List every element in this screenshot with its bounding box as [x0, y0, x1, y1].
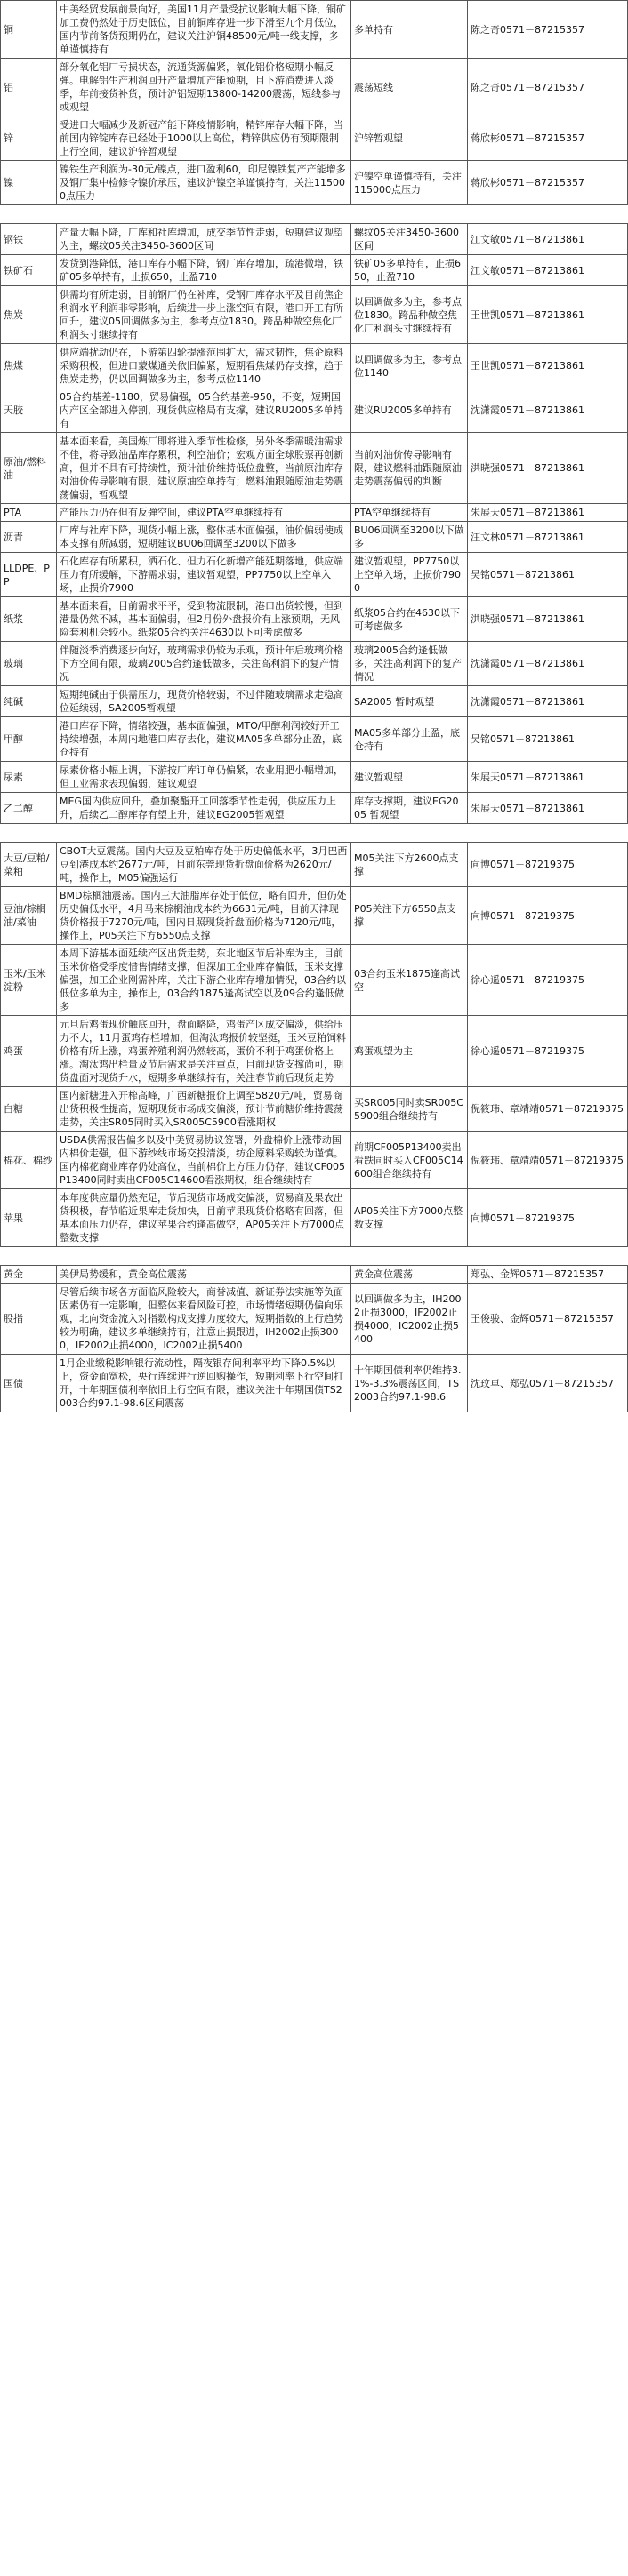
market-analysis: MEG国内供应回升，叠加聚酯开工回落季节性走弱，供应压力上升，后续乙二醇库存有望上升，建议EG2005暂观望	[57, 793, 351, 824]
energy-chemical-table	[0, 223, 628, 824]
commodity-name: 鸡蛋	[1, 1016, 57, 1087]
strategy-advice: 建议RU2005多单持有	[351, 388, 468, 433]
table-row	[1, 522, 628, 553]
strategy-advice: 03合约玉米1875逢高试空	[351, 945, 468, 1016]
table-row	[1, 1284, 628, 1355]
analyst-contact: 朱展天0571－87213861	[468, 504, 628, 522]
strategy-advice: 鸡蛋观望为主	[351, 1016, 468, 1087]
commodity-name: 苹果	[1, 1189, 57, 1247]
table-row	[1, 686, 628, 717]
strategy-advice: 当前对油价传导影响有限，建议燃料油跟随原油走势震荡偏弱的判断	[351, 433, 468, 504]
market-analysis: 国内新糖进入开榨高峰，广西新糖报价上调至5820元/吨，贸易商出货积极性提高，短期现货市场成交偏淡，预计节前糖价维持震荡走势，关注SR05同时买入SR005C5900看涨期权	[57, 1087, 351, 1132]
market-analysis: 港口库存下降，情绪较强，基本面偏强，MTO/甲醇利润较好开工持续增强，本周内地港口库存去化，建议MA05多单部分止盈，底仓持有	[57, 717, 351, 762]
commodity-name: 棉花、棉纱	[1, 1132, 57, 1189]
metals-table	[0, 0, 628, 205]
strategy-advice: 库存支撑期，建议EG2005 暂观望	[351, 793, 468, 824]
market-analysis: 短期纯碱由于供需压力，现货价格较弱，不过伴随玻璃需求走稳高位延续弱，SA2005暂观望	[57, 686, 351, 717]
commodity-name: 纯碱	[1, 686, 57, 717]
analyst-contact: 江文敏0571－87213861	[468, 224, 628, 255]
commodity-name: LLDPE、PP	[1, 553, 57, 597]
market-analysis: 镍铁生产利润为-30元/镍点，进口盈利60，印尼镍铁复产产能增多及钢厂集中检修令镍价承压，建议沪镍空单谨慎持有，关注115000点压力	[57, 161, 351, 205]
analyst-contact: 向博0571－87219375	[468, 1189, 628, 1247]
market-analysis: 发货到港降低，港口库存小幅下降，钢厂库存增加，疏港微增，铁矿05多单持有，止损650，止盈710	[57, 255, 351, 286]
table-row	[1, 843, 628, 887]
strategy-advice: M05关注下方2600点支撑	[351, 843, 468, 887]
strategy-advice: 以回调做多为主，参考点位1830。跨品种做空焦化厂利润头寸继续持有	[351, 286, 468, 344]
analyst-contact: 徐心遥0571－87219375	[468, 945, 628, 1016]
table-row	[1, 1016, 628, 1087]
section-gap	[0, 205, 628, 223]
market-analysis: 美伊局势缓和，黄金高位震荡	[57, 1266, 351, 1284]
analyst-contact: 沈潇霞0571－87213861	[468, 388, 628, 433]
financial-table	[0, 1265, 628, 1412]
strategy-advice: P05关注下方6550点支撑	[351, 887, 468, 945]
commodity-name: 沥青	[1, 522, 57, 553]
analyst-contact: 朱展天0571－87213861	[468, 762, 628, 793]
table-row	[1, 793, 628, 824]
analyst-contact: 向博0571－87219375	[468, 843, 628, 887]
strategy-advice: SA2005 暂时观望	[351, 686, 468, 717]
market-analysis: 石化库存有所累积，洒石化、但力石化新增产能延期落地，供应端压力有所缓解，下游需求弱，建议暂观望，PP7750以上空单入场，止损价7900	[57, 553, 351, 597]
strategy-advice: 以回调做多为主，IH2002止损3000，IF2002止损4000，IC2002止损5400	[351, 1284, 468, 1355]
market-analysis: 本周下游基本面延续产区出货走势，东北地区节后补库为主，目前玉米价格受季度惜售情绪支撑，但深加工企业库存偏低，玉米支撑偏强，加工企业刚需补库，关注下游企业库存增加情况，03合约以低位多单为主，操作上，03合约1875逢高试空以及09合约逢低做多	[57, 945, 351, 1016]
analyst-contact: 江文敏0571－87213861	[468, 255, 628, 286]
market-analysis: 部分氧化铝厂亏损状态，流通货源偏紧，氧化铝价格短期小幅反弹。电解铝生产利润回升产量增加产能预期，目下游消费进入淡季，年前接货补货，预计沪铝短期13800-14200震荡，短线参与或观望	[57, 59, 351, 116]
strategy-advice: 沪锌暂观望	[351, 116, 468, 161]
market-analysis: BMD棕榈油震荡。国内三大油脂库存处于低位，略有回升，但仍处历史偏低水平，4月马来棕榈油成本约为6631元/吨，目前天津现货价格报于7270元/吨，国内日照现货折盘面价格为7120元/吨，操作上，P05关注下方6550点支撑	[57, 887, 351, 945]
commodity-name: 玉米/玉米淀粉	[1, 945, 57, 1016]
strategy-advice: 十年期国债利率仍维持3.1%-3.3%震荡区间，TS2003合约97.1-98.6	[351, 1355, 468, 1412]
table-row	[1, 1, 628, 59]
commodity-name: 铝	[1, 59, 57, 116]
table-row	[1, 1266, 628, 1284]
agriculture-table	[0, 842, 628, 1247]
market-analysis: 供需均有所走弱，目前钢厂仍在补库，受钢厂库存水平及目前焦企利润水平利润非零影响，后续进一步上涨空间有限，港口开工有所回升，建议05回调做多为主，参考点位1830。跨品种做空焦化厂利润头寸继续持有	[57, 286, 351, 344]
analyst-contact: 汪文林0571－87213861	[468, 522, 628, 553]
analyst-contact: 王世凯0571－87213861	[468, 344, 628, 388]
market-analysis: 基本面来看，美国炼厂即将进入季节性检修，另外冬季需暖油需求不佳，将导致油品库存累积，利空油价；宏观方面全球股票再创新高，但并不具有可持续性，预计油价维持低位盘整，当前原油库存对油价传导影响有限，建议原油空单持有；燃料油跟随原油走势震荡偏弱，暂观望	[57, 433, 351, 504]
market-analysis: 厂库与社库下降，现货小幅上涨，整体基本面偏强，油价偏弱使成本支撑有所减弱，短期建议BU06回调至3200以下做多	[57, 522, 351, 553]
table-row	[1, 388, 628, 433]
table-row	[1, 597, 628, 642]
strategy-advice: 建议暂观望，PP7750以上空单入场，止损价7900	[351, 553, 468, 597]
strategy-advice: PTA空单继续持有	[351, 504, 468, 522]
market-analysis: USDA供需报告偏多以及中美贸易协议签署，外盘棉价上涨带动国内棉价走强，但下游纱线市场交投清淡，纺企原料采购较为谨慎。国内棉花商业库存仍处高位，当前棉价上方压力仍存，建议CF005P13400同时卖出CF005C14600看涨期权，组合继续持有	[57, 1132, 351, 1189]
table-row	[1, 116, 628, 161]
commodity-name: 铁矿石	[1, 255, 57, 286]
commodity-name: 豆油/棕榈油/菜油	[1, 887, 57, 945]
analyst-contact: 徐心遥0571－87219375	[468, 1016, 628, 1087]
strategy-advice: 多单持有	[351, 1, 468, 59]
commodity-name: PTA	[1, 504, 57, 522]
commodity-name: 国债	[1, 1355, 57, 1412]
analyst-contact: 朱展天0571－87213861	[468, 793, 628, 824]
table-row	[1, 1132, 628, 1189]
table-row	[1, 717, 628, 762]
commodity-name: 锌	[1, 116, 57, 161]
commodity-name: 铜	[1, 1, 57, 59]
analyst-contact: 陈之奇0571－87215357	[468, 59, 628, 116]
commodity-name: 甲醇	[1, 717, 57, 762]
table-row	[1, 286, 628, 344]
market-analysis: 供应端扰动仍在，下游第四轮提涨范围扩大，需求韧性，焦企原料采购积极，但进口蒙煤通关依旧偏紧，短期看焦煤仍存支撑，趋于焦炭走势，仍以回调做多为主，参考点位1140	[57, 344, 351, 388]
table-row	[1, 161, 628, 205]
table-row	[1, 255, 628, 286]
analyst-contact: 蒋欣彬0571－87215357	[468, 161, 628, 205]
market-analysis: 中美经贸发展前景向好，美国11月产量受抗议影响大幅下降，铜矿加工费仍然处于历史低位，目前铜库存进一步下滑至九个月低位，国内节前备货预期仍在，建议关注沪铜48500元/吨一线支撑，多单谨慎持有	[57, 1, 351, 59]
commodity-name: 镍	[1, 161, 57, 205]
strategy-advice: BU06回调至3200以下做多	[351, 522, 468, 553]
strategy-advice: MA05多单部分止盈，底仓持有	[351, 717, 468, 762]
market-analysis: 伴随淡季消费逐步向好，玻璃需求仍较为乐观，预计年后玻璃价格下方空间有限，玻璃2005合约逢低做多，关注高利润下的复产情况	[57, 642, 351, 686]
market-analysis: 05合约基差-1180，贸易偏强，05合约基差-950，不变，短期国内产区全部进入停割，现货供应格局有支撑，建议RU2005多单持有	[57, 388, 351, 433]
market-analysis: 产能压力仍在但有反弹空间，建议PTA空单继续持有	[57, 504, 351, 522]
commodity-name: 黄金	[1, 1266, 57, 1284]
analyst-contact: 沈潇霞0571－87213861	[468, 686, 628, 717]
strategy-advice: 买SR005同时卖SR005C5900组合继续持有	[351, 1087, 468, 1132]
analyst-contact: 吴铭0571－87213861	[468, 717, 628, 762]
strategy-advice: 铁矿05多单持有，止损650，止盈710	[351, 255, 468, 286]
commodity-name: 大豆/豆粕/菜粕	[1, 843, 57, 887]
strategy-advice: 建议暂观望	[351, 762, 468, 793]
strategy-advice: 震荡短线	[351, 59, 468, 116]
commodity-name: 股指	[1, 1284, 57, 1355]
table-row	[1, 762, 628, 793]
commodity-name: 尿素	[1, 762, 57, 793]
commodity-name: 原油/燃料油	[1, 433, 57, 504]
commodity-name: 钢铁	[1, 224, 57, 255]
strategy-advice: 前期CF005P13400卖出看跌同时买入CF005C14600组合继续持有	[351, 1132, 468, 1189]
market-analysis: 尿素价格小幅上调，下游按厂库订单仍偏紧，农业用肥小幅增加，但工业需求表现偏弱，建议观望	[57, 762, 351, 793]
strategy-advice: 纸浆05合约在4630以下可考虑做多	[351, 597, 468, 642]
market-analysis: 1月企业缴税影响银行流动性，隔夜银存间利率平均下降0.5%以上，资金面宽松，央行连续进行逆回购操作，短期利率下行空间打开，十年期国债利率依旧上行空间有限，建议关注十年期国债TS2003合约97.1-98.6区间震荡	[57, 1355, 351, 1412]
strategy-advice: 螺纹05关注3450-3600区间	[351, 224, 468, 255]
analyst-contact: 洪晓强0571－87213861	[468, 597, 628, 642]
strategy-advice: AP05关注下方7000点整数支撑	[351, 1189, 468, 1247]
table-row	[1, 59, 628, 116]
market-analysis: 基本面来看，目前需求平平，受到物流限制，港口出货较慢，但到港量仍然不减，基本面偏弱，但2月份外盘报价有上涨预期，无风险套利机会较小。纸浆05合约关注4630以下可考虑做多	[57, 597, 351, 642]
market-analysis: 元旦后鸡蛋现价触底回升，盘面略降，鸡蛋产区成交偏淡，供给压力不大，11月蛋鸡存栏增加，但淘汰鸡报价较坚挺，玉米豆粕饲料价格有所上涨，鸡蛋养殖利润仍然较高，蛋价不利于鸡蛋价格上涨。淘汰鸡出栏量及节后需求是关注重点，目前现货支撑尚可，期货盘面对现货升水，短期多单继续持有，关注春节前后现货走势	[57, 1016, 351, 1087]
section-gap	[0, 1247, 628, 1265]
table-row	[1, 1087, 628, 1132]
table-row	[1, 224, 628, 255]
section-gap	[0, 824, 628, 842]
commodity-name: 乙二醇	[1, 793, 57, 824]
analyst-contact: 倪筱玮、章靖靖0571－87219375	[468, 1087, 628, 1132]
market-analysis: 本年度供应量仍然充足，节后现货市场成交偏淡，贸易商及果农出货积极，春节临近果库走货加快，目前苹果现货价格略有回落，但基本面压力仍存，建议苹果合约逢高做空，AP05关注下方7000点整数支撑	[57, 1189, 351, 1247]
strategy-advice: 黄金高位震荡	[351, 1266, 468, 1284]
table-row	[1, 1189, 628, 1247]
analyst-contact: 王世凯0571－87213861	[468, 286, 628, 344]
analyst-contact: 沈潇霞0571－87213861	[468, 642, 628, 686]
commodity-name: 焦煤	[1, 344, 57, 388]
table-row	[1, 553, 628, 597]
analyst-contact: 蒋欣彬0571－87215357	[468, 116, 628, 161]
strategy-advice: 以回调做多为主，参考点位1140	[351, 344, 468, 388]
commodity-name: 天胶	[1, 388, 57, 433]
market-analysis: 尽管后续市场各方面临风险较大，商誉减值、新证券法实施等负面因素仍有一定影响，但整体来看风险可控，市场情绪短期仍偏向乐观，北向资金流入对指数构成支撑力度较大，短期指数的上行趋势较为明确，建议多单继续持有，注意止损跟进，IH2002止损3000，IF2002止损4000，IC2002止损5400	[57, 1284, 351, 1355]
analyst-contact: 沈玟卓、郑弘0571－87215357	[468, 1355, 628, 1412]
market-analysis: 受进口大幅减少及新冠产能下降疫情影响，精锌库存大幅下降，当前国内锌锭库存已经处于1000以上高位，精锌供应仍有预期限制上行空间，建议沪锌暂观望	[57, 116, 351, 161]
analyst-contact: 王俊骏、金辉0571－87215357	[468, 1284, 628, 1355]
analyst-contact: 洪晓强0571－87213861	[468, 433, 628, 504]
table-row	[1, 887, 628, 945]
analyst-contact: 吴铭0571－87213861	[468, 553, 628, 597]
strategy-advice: 玻璃2005合约逢低做多，关注高利润下的复产情况	[351, 642, 468, 686]
table-row	[1, 945, 628, 1016]
commodity-name: 纸浆	[1, 597, 57, 642]
commodity-name: 焦炭	[1, 286, 57, 344]
commodity-name: 玻璃	[1, 642, 57, 686]
table-row	[1, 433, 628, 504]
analyst-contact: 向博0571－87219375	[468, 887, 628, 945]
table-row	[1, 344, 628, 388]
market-analysis: 产量大幅下降，厂库和社库增加，成交季节性走弱，短期建议观望为主，螺纹05关注3450-3600区间	[57, 224, 351, 255]
table-row	[1, 642, 628, 686]
analyst-contact: 郑弘、金辉0571－87215357	[468, 1266, 628, 1284]
table-row	[1, 1355, 628, 1412]
commodity-name: 白糖	[1, 1087, 57, 1132]
table-row	[1, 504, 628, 522]
market-analysis: CBOT大豆震荡。国内大豆及豆粕库存处于历史偏低水平，3月巴西豆到港成本约2677元/吨，目前东莞现货折盘面价格为2620元/吨，操作上，M05偏强运行	[57, 843, 351, 887]
analyst-contact: 倪筱玮、章靖靖0571－87219375	[468, 1132, 628, 1189]
analyst-contact: 陈之奇0571－87215357	[468, 1, 628, 59]
strategy-advice: 沪镍空单谨慎持有，关注115000点压力	[351, 161, 468, 205]
